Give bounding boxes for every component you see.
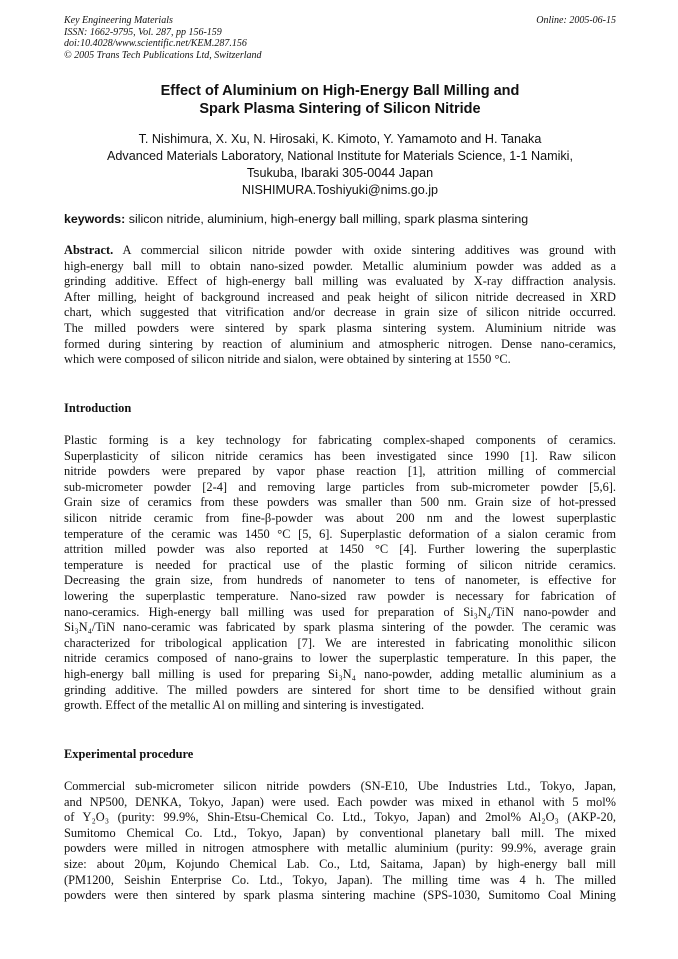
abstract <box>64 243 616 368</box>
exp-line: powders were then sintered by spark plasma sintering machine (SPS-1030, Sumitomo Coal Mining <box>64 888 616 903</box>
journal-name: Key Engineering Materials <box>64 15 173 26</box>
intro-line: Si₃N₄/TiN nano-ceramic was fabricated by spark plasma sintering of the powder. The ceramic was <box>64 620 616 635</box>
issn-line: ISSN: 1662-9795, Vol. 287, pp 156-159 <box>64 26 222 38</box>
intro-line: nitride powders were prepared by vapor phase reaction [1], attrition milling of commercial <box>64 464 616 479</box>
title-line-2: Spark Plasma Sintering of Silicon Nitride <box>199 101 481 117</box>
intro-line: Superplasticity of silicon nitride ceramics has been investigated since 1990 [1]. Raw silicon <box>64 448 616 463</box>
online-date: Online: 2005-06-15 <box>536 15 616 26</box>
author-block <box>64 131 616 199</box>
doi-line: doi:10.4028/www.scientific.net/KEM.287.156 <box>64 38 247 49</box>
abstract-line: formed during sintering by reaction of aluminium and atmospheric nitrogen. Dense nano-ceramics, <box>64 336 616 351</box>
exp-line: (PM1200, Seishin Enterprise Co. Ltd., Tokyo, Japan). The milling time was 4 h. The milled <box>64 872 616 887</box>
abstract-line: Abstract. A commercial silicon nitride powder with oxide sintering additives was ground with <box>64 243 616 257</box>
intro-line: growth. Effect of the metallic Al on milling and sintering is investigated. <box>64 698 425 713</box>
copyright-line: © 2005 Trans Tech Publications Ltd, Switzerland <box>64 49 262 61</box>
author-names: T. Nishimura, X. Xu, N. Hirosaki, K. Kimoto, Y. Yamamoto and H. Tanaka <box>138 132 542 146</box>
intro-line: sub-micrometer powder [2-4] and removing large particles from sub-micrometer powder [5,6]. <box>64 479 616 494</box>
affiliation-line-1: Advanced Materials Laboratory, National Institute for Materials Science, 1-1 Namiki, <box>107 149 573 163</box>
intro-line: nitride ceramics composed of nano-grains to lower the superplastic temperature. In this paper, the <box>64 651 616 666</box>
abstract-label: Abstract. <box>64 243 114 257</box>
introduction-body <box>64 433 616 714</box>
abstract-line: which were composed of silicon nitride and sialon, were obtained by sintering at 1550 °C. <box>64 352 511 367</box>
experimental-body <box>64 779 616 904</box>
intro-line: attrition milled powder was also reported at 1450 °C [4]. Further lowering the superplastic <box>64 542 616 557</box>
intro-line: high-energy ball milling is used for preparing Si₃N₄ nano-powder, adding metallic aluminium as a <box>64 666 616 681</box>
intro-line: Grain size of ceramics from these powders was smaller than 500 nm. Grain size of hot-pressed <box>64 495 616 510</box>
intro-line: temperature of the ceramic was 1450 °C [5, 6]. Superplastic deformation of a sialon ceramic from <box>64 526 616 541</box>
exp-line: Commercial sub-micrometer silicon nitride powders (SN-E10, Ube Industries Ltd., Tokyo, Japan, <box>64 779 616 793</box>
exp-line: and NP500, DENKA, Tokyo, Japan) were used. Each powder was mixed in ethanol with 5 mol% <box>64 794 616 809</box>
abstract-line: After milling, height of background increased and peak height of silicon nitride decreased in XRD <box>64 289 616 304</box>
author-email: NISHIMURA.Toshiyuki@nims.go.jp <box>241 183 439 197</box>
abstract-line: The milled powders were sintered by spark plasma sintering system. Aluminium nitride was <box>64 320 616 335</box>
journal-header <box>64 15 616 61</box>
intro-line: nano-ceramics. High-energy ball milling was used for preparation of Si₃N₄/TiN nano-powder and <box>64 604 616 619</box>
abstract-line: chart, which suggested that vitrification and/or decrease in grain size of silicon nitride occurred. <box>64 305 616 320</box>
keywords-text: silicon nitride, aluminium, high-energy ball milling, spark plasma sintering <box>128 212 529 226</box>
title-line-1: Effect of Aluminium on High-Energy Ball Milling and <box>160 83 520 99</box>
keywords <box>64 211 624 227</box>
intro-line: temperature is needed for practical use of the plastic forming of silicon nitride ceramics. <box>64 557 616 572</box>
keywords-label: keywords: <box>64 212 126 226</box>
abstract-line: grinding additive. Effect of high-energy ball milling was evaluated by X-ray diffraction analysis. <box>64 274 616 289</box>
paper-title <box>64 82 616 118</box>
intro-line: silicon nitride ceramic from fine-β-powder was about 200 nm and the lowest superplastic <box>64 510 616 525</box>
affiliation-line-2: Tsukuba, Ibaraki 305-0044 Japan <box>246 166 434 180</box>
intro-line: Plastic forming is a key technology for fabricating complex-shaped components of ceramics. <box>64 433 616 447</box>
intro-line: grinding additive. The milled powders are sintered for short time to be densified without grain <box>64 682 616 697</box>
intro-line: Decreasing the grain size, from hundreds of nanometer to tens of nanometer, is effective for <box>64 573 616 588</box>
intro-line: characterized for tribological application [7]. We are interested in fabricating monolithic silicon <box>64 635 616 650</box>
exp-line: of Y₂O₃ (purity: 99.9%, Shin-Etsu-Chemical Co. Ltd., Tokyo, Japan) and 2mol% Al₂O₃ (AKP-20, <box>64 810 616 825</box>
intro-line: lowering the superplastic temperature. Nano-sized raw powder is necessary for fabrication of <box>64 588 616 603</box>
exp-line: Sumitomo Chemical Co. Ltd., Tokyo, Japan) by conventional planetary ball mill. The mixed <box>64 825 616 840</box>
exp-line: powders were milled in nitrogen atmosphere with metallic aluminium (purity: 99.9%, average grain <box>64 841 616 856</box>
experimental-heading: Experimental procedure <box>64 747 194 761</box>
introduction-heading: Introduction <box>64 401 132 415</box>
abstract-line: high-energy ball mill to obtain nano-sized powder. Metallic aluminium powder was added as a <box>64 258 616 273</box>
exp-line: size: about 20μm, Kojundo Chemical Lab. Co., Ltd, Saitama, Japan) by high-energy ball mill <box>64 856 616 871</box>
